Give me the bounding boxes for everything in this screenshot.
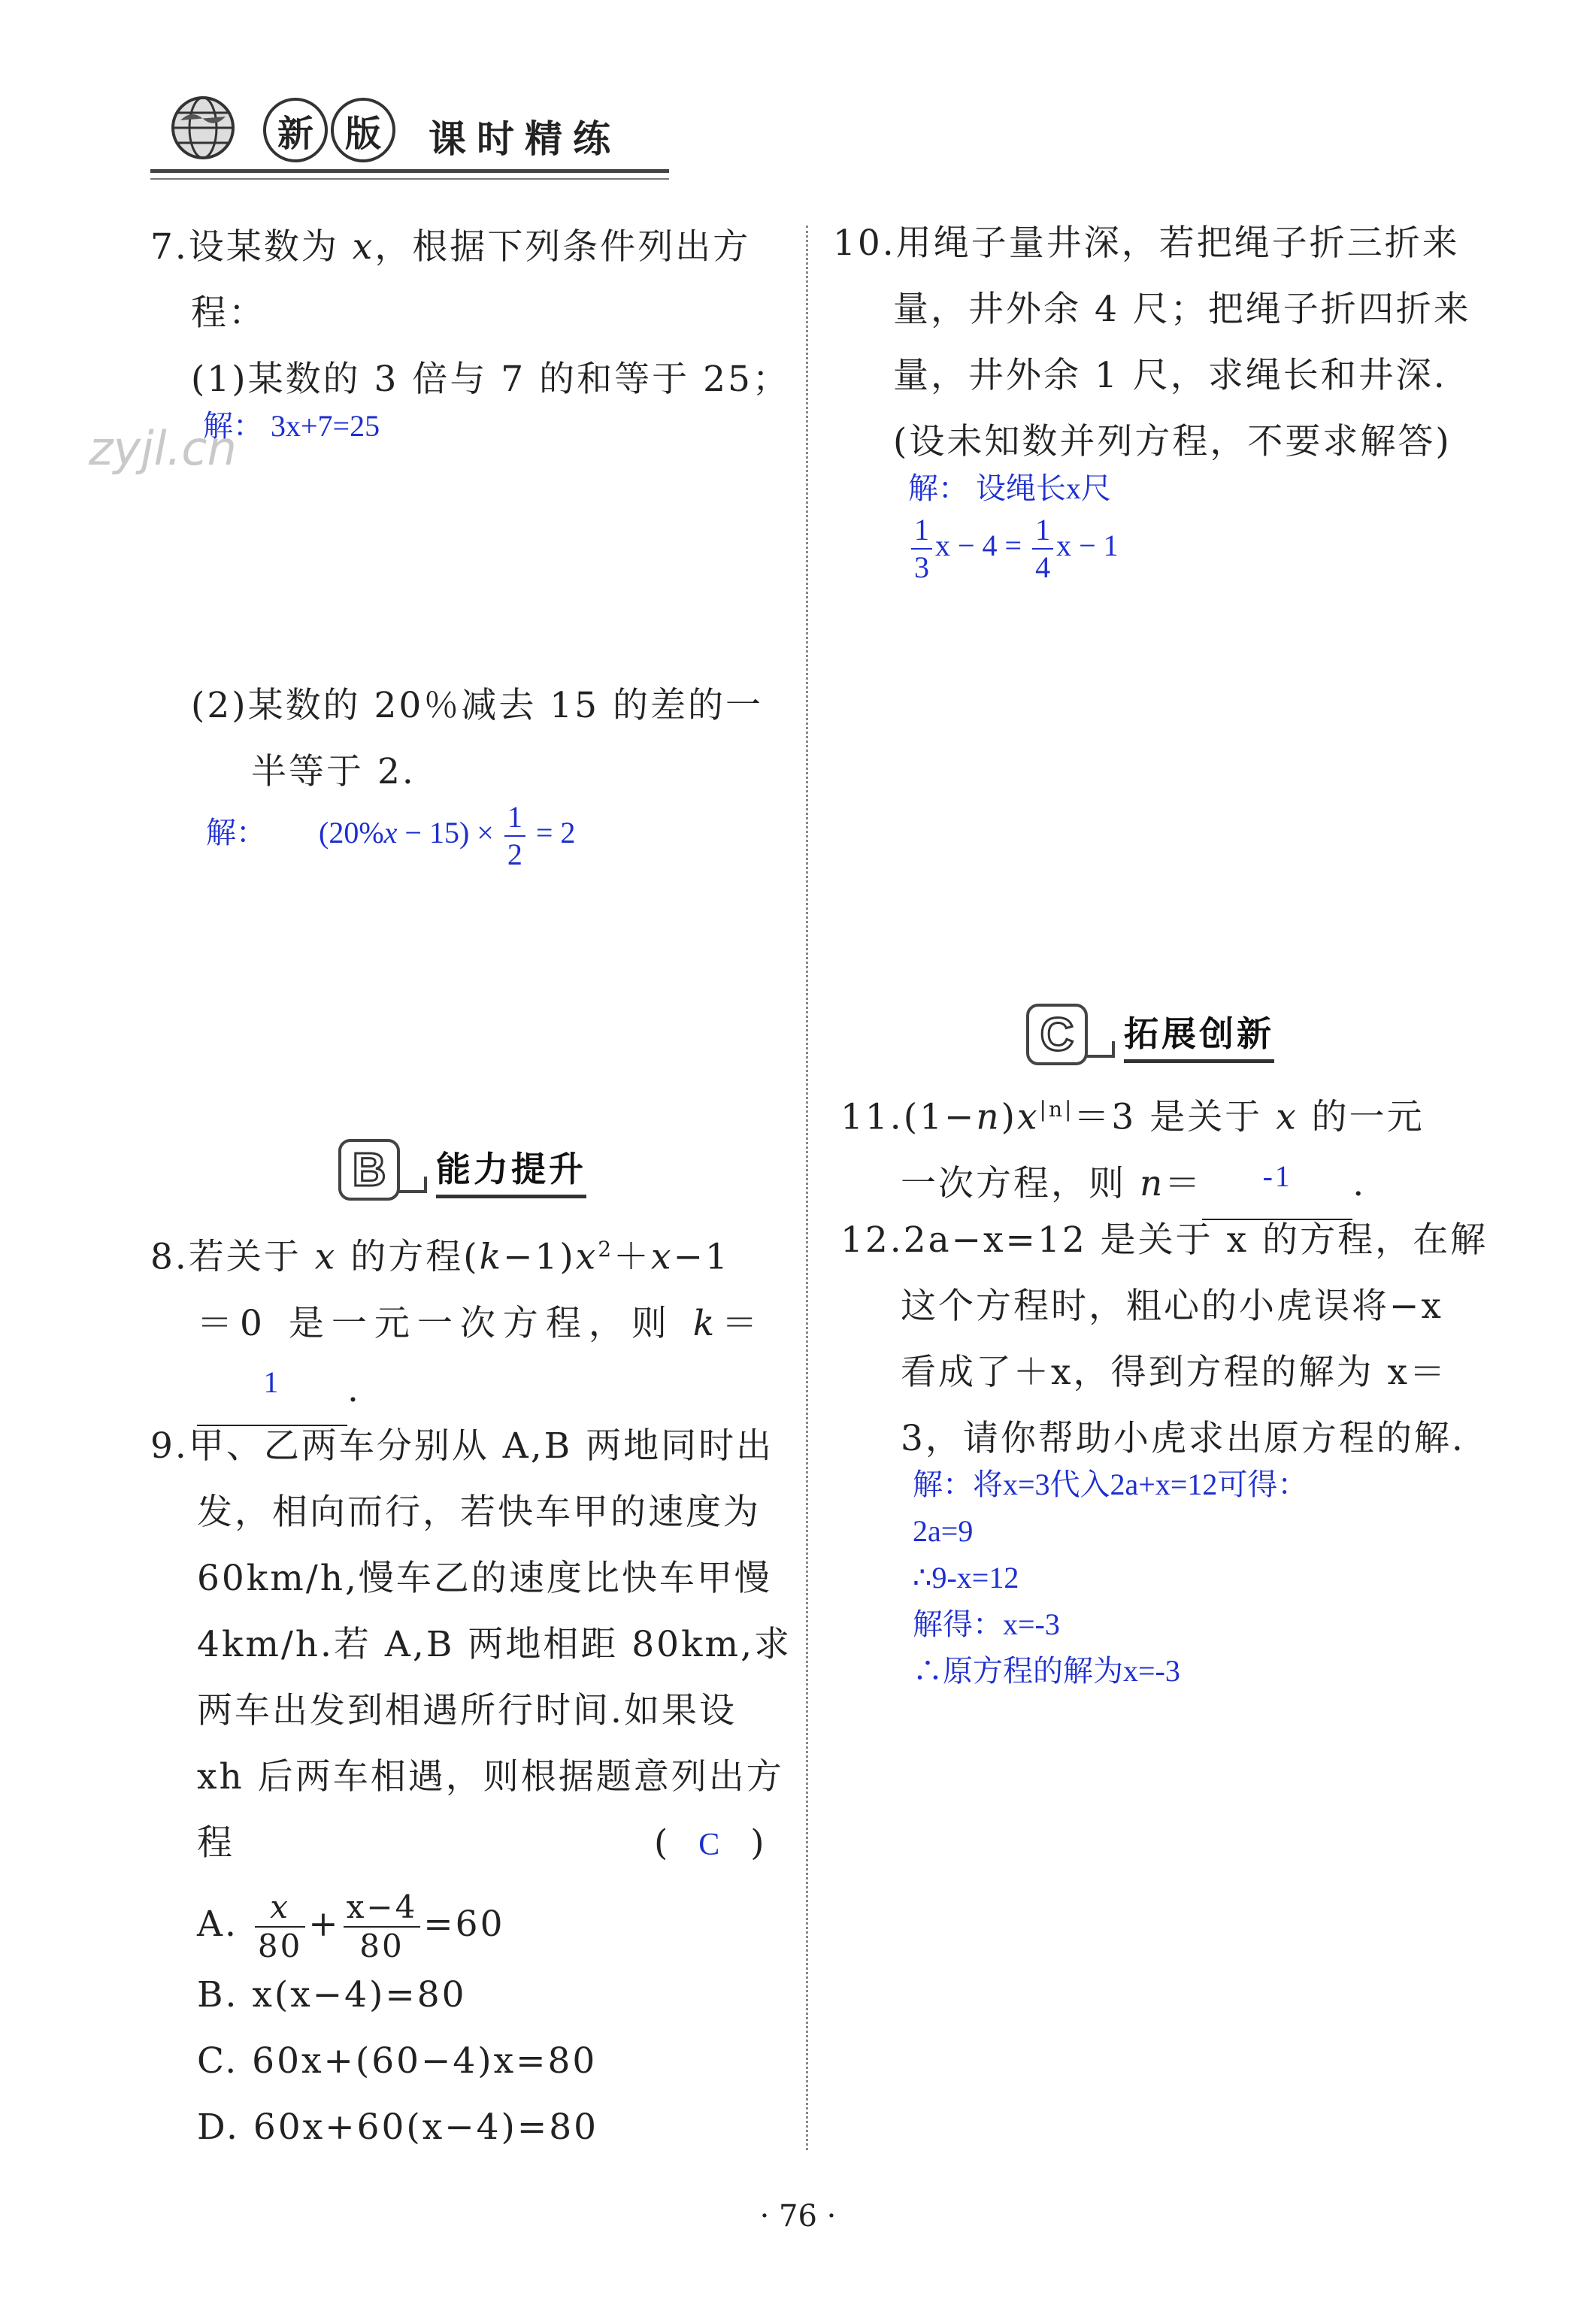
q9-a-eq: =60 (423, 1904, 505, 1945)
section-b-badge: B (338, 1139, 400, 1201)
q11-text-c: ＝3 是关于 (1074, 1096, 1276, 1138)
q8-line2-eq: ＝ (722, 1302, 765, 1344)
q7-part2-answer-label: 解： (206, 816, 266, 850)
q8-text-b: 的方程( (337, 1236, 480, 1278)
q7-part2-answer-left: (20% (319, 816, 384, 850)
q11-answer: -1 (1262, 1159, 1292, 1193)
q7-part2-line1: (2)某数的 20％减去 15 的差的一 (191, 685, 764, 726)
header-char-2: 版 (344, 112, 381, 155)
q9-option-b[interactable]: B. x(x−4)=80 (197, 1974, 467, 2016)
q9-option-c[interactable]: C. 60x+(60−4)x=80 (197, 2040, 598, 2082)
section-c-badge: C (1026, 1004, 1088, 1065)
q11-line2-eq: ＝ (1164, 1162, 1203, 1204)
question-8 (150, 1216, 782, 1426)
q9-a-den2: 80 (359, 1928, 404, 1964)
q8-var-k: k (479, 1236, 504, 1278)
q9-line-0: 9.甲、乙两车分别从 A,B 两地同时出 (150, 1425, 774, 1467)
question-9 (150, 1413, 792, 2161)
page-number: · 76 · (759, 2199, 837, 2234)
q8-line2 (150, 1291, 782, 1357)
q9-line-6 (150, 1810, 782, 1876)
q7-part1-answer: 解： 3x+7=25 (203, 409, 380, 443)
q10-frac2-num: 1 (1032, 515, 1053, 550)
q11-text-d: 的一元 (1298, 1096, 1425, 1138)
header (150, 71, 677, 192)
q8-text-d: ＋ (613, 1236, 652, 1278)
q10-line-1: 量，井外余 4 尺；把绳子折四折来 (893, 289, 1471, 330)
q7-fraction-num: 1 (504, 802, 525, 837)
q7-stem-text-a: 7.设某数为 (150, 226, 353, 268)
q11-text-a: 11.(1− (840, 1096, 977, 1138)
q9-line-6-text: 程 (197, 1822, 235, 1864)
q12-line-3: 3，请你帮助小虎求出原方程的解. (901, 1418, 1465, 1459)
q9-a-num2: x−4 (344, 1892, 421, 1928)
q7-stem-text-b: ，根据下列条件列出方 (374, 226, 751, 268)
q9-a-num1: x (255, 1892, 305, 1928)
q11-var-n: n (976, 1096, 1001, 1138)
q10-line-0: 10.用绳子量井深，若把绳子折三折来 (833, 223, 1460, 264)
q9-option-a-label: A. (197, 1904, 238, 1945)
q8-line2-k: k (692, 1302, 722, 1344)
column-divider (806, 226, 808, 2150)
q10-frac1-num: 1 (911, 515, 932, 550)
q7-var-x: x (352, 226, 375, 268)
q9-answer: C (698, 1828, 722, 1862)
q9-option-a-frac1 (255, 1888, 305, 1964)
q9-option-d[interactable]: D. 60x+60(x−4)=80 (197, 2107, 599, 2148)
q11-line2-n: n (1139, 1162, 1165, 1204)
q7-stem-line1 (150, 214, 782, 280)
q11-text-b: ) (1001, 1096, 1017, 1138)
q10-answer-line1: 解： 设绳长x尺 (908, 471, 1111, 505)
q11-var-x: x (1017, 1096, 1040, 1138)
q12-answer-line-2: ∴9-x=12 (913, 1561, 1019, 1595)
section-b-title (338, 1139, 586, 1201)
q12-line-1: 这个方程时，粗心的小虎误将−x (901, 1286, 1443, 1327)
q8-line1 (150, 1216, 782, 1291)
q8-var-x3: x (651, 1236, 674, 1278)
q7-part2-answer (191, 802, 792, 870)
q8-var-x: x (314, 1236, 338, 1278)
question-7-part2 (191, 673, 792, 870)
q10-answer-equation (833, 515, 1495, 583)
q10-frac2-den: 4 (1035, 550, 1051, 584)
q10-eq-end: x − 1 (1056, 529, 1119, 563)
section-c-heading: 拓展创新 (1124, 1007, 1274, 1063)
header-badge-1 (263, 98, 328, 162)
question-12 (840, 1207, 1502, 1695)
header-subtitle: 课时精练 (429, 117, 621, 161)
q8-var-x2: x (575, 1236, 598, 1278)
q7-part2-fraction (504, 802, 525, 870)
globe-logo-icon (165, 90, 241, 165)
q8-answer: 1 (263, 1364, 281, 1399)
q12-answer-line-0: 解：将x=3代入2a+x=12可得： (913, 1467, 1308, 1501)
q11-line1 (840, 1077, 1502, 1151)
q9-line-4: 两车出发到相遇所行时间.如果设 (197, 1690, 737, 1731)
q8-text-a: 8.若关于 (150, 1236, 315, 1278)
header-badge-2 (331, 98, 395, 162)
q7-stem-line2: 程： (191, 292, 266, 334)
q10-eq-mid: x − 4 = (935, 529, 1022, 563)
q8-text-c: −1) (503, 1236, 576, 1278)
section-b-heading: 能力提升 (436, 1142, 586, 1198)
q7-part1: (1)某数的 3 倍与 7 的和等于 25； (191, 359, 790, 400)
q12-answer-line-4: ∴原方程的解为x=-3 (913, 1654, 1180, 1688)
q12-answer-line-1: 2a=9 (913, 1514, 974, 1548)
q12-line-0: 12.2a−x=12 是关于 x 的方程，在解 (840, 1219, 1488, 1261)
q7-fraction-den: 2 (507, 837, 522, 871)
q12-answer (840, 1461, 1502, 1695)
q10-line-3: (设未知数并列方程，不要求解答) (893, 421, 1452, 462)
q9-option-a-frac2 (344, 1888, 421, 1964)
q11-var-x2: x (1276, 1096, 1298, 1138)
q7-part2-answer-right: = 2 (535, 816, 576, 850)
q10-frac2 (1032, 515, 1053, 583)
header-rule (150, 169, 669, 173)
q11-line2-text: 一次方程，则 (901, 1162, 1140, 1204)
question-7 (150, 214, 790, 445)
q12-line-2: 看成了＋x，得到方程的解为 x＝ (901, 1352, 1447, 1393)
q11-period: . (1352, 1162, 1367, 1204)
q8-exponent: 2 (598, 1237, 614, 1262)
q7-part2-answer-x: x (383, 816, 398, 850)
q8-text-e: −1 (673, 1236, 730, 1278)
q8-line2-text: ＝0 是一元一次方程，则 (197, 1302, 693, 1344)
header-rule-thin (150, 178, 669, 180)
q10-frac1 (911, 515, 932, 583)
q9-a-den1: 80 (257, 1928, 303, 1964)
q9-line-1: 发，相向而行，若快车甲的速度为 (197, 1492, 761, 1533)
question-11 (840, 1077, 1502, 1220)
q7-part2-answer-mid: − 15) × (397, 816, 494, 850)
q9-line-5: xh 后两车相遇，则根据题意列出方 (197, 1756, 784, 1798)
q9-paren-close: ) (750, 1822, 767, 1864)
q9-paren-open: ( (654, 1822, 671, 1864)
q9-a-plus: + (308, 1904, 341, 1945)
q9-line-2: 60km/h,慢车乙的速度比快车甲慢 (197, 1558, 772, 1599)
q7-part2-line2: 半等于 2. (251, 751, 416, 792)
q9-option-a[interactable] (150, 1887, 782, 1962)
q10-line-2: 量，井外余 1 尺，求绳长和井深. (893, 355, 1447, 396)
q9-line-3: 4km/h.若 A,B 两地相距 80km,求 (197, 1624, 792, 1665)
q12-answer-line-3: 解得：x=-3 (913, 1607, 1060, 1641)
watermark: zyjl.cn (89, 421, 237, 476)
q8-period: . (347, 1368, 361, 1410)
q10-frac1-den: 3 (914, 550, 929, 584)
header-char-1: 新 (277, 112, 313, 155)
question-10 (833, 211, 1495, 583)
section-c-title (1026, 1004, 1274, 1065)
q11-exponent: |n| (1039, 1097, 1074, 1122)
q9-answer-bracket (654, 1810, 767, 1878)
